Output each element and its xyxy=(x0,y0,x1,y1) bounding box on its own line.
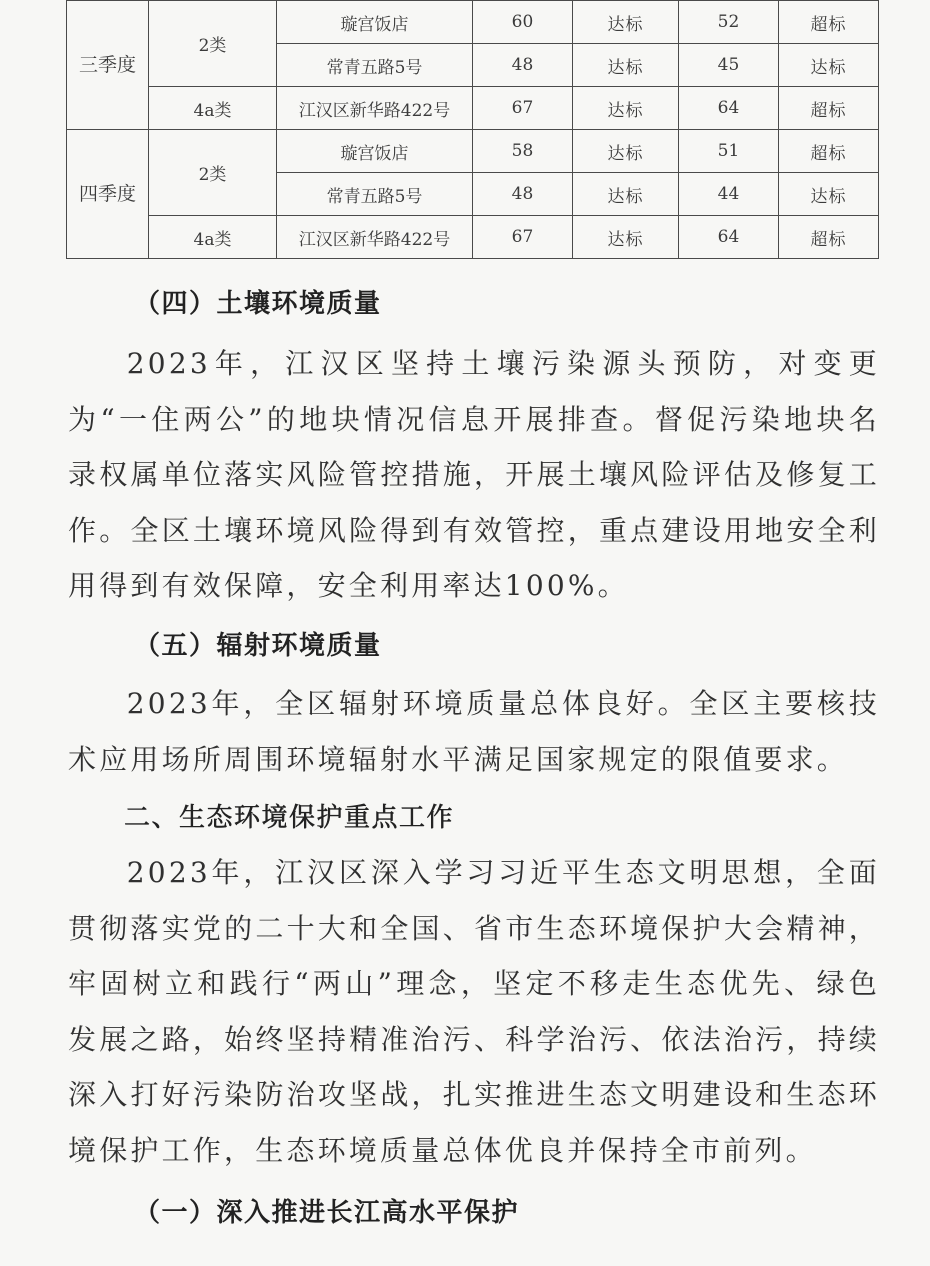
table-row xyxy=(67,1,879,44)
class-cell: 4a类 xyxy=(149,87,277,130)
radiation-section-heading: （五）辐射环境质量 xyxy=(134,631,382,661)
day-status-cell: 达标 xyxy=(573,216,679,259)
soil-section-paragraph: 2023年，江汉区坚持土壤污染源头预防，对变更为“一住两公”的地块情况信息开展排查。督促污染地块名录权属单位落实风险管控措施，开展土壤风险评估及修复工作。全区土壤环境风险得到有效管控，重点建设用地安全利用得到有效保障，安全利用率达100%。 xyxy=(68,347,880,603)
soil-section-heading: （四）土壤环境质量 xyxy=(134,289,382,319)
night-status-cell: 达标 xyxy=(779,173,879,216)
yangtze-protection-heading: （一）深入推进长江高水平保护 xyxy=(134,1198,520,1228)
day-status-cell: 达标 xyxy=(573,87,679,130)
class-cell: 4a类 xyxy=(149,216,277,259)
table-row xyxy=(67,216,879,259)
noise-monitoring-table xyxy=(66,0,879,259)
night-status-cell: 超标 xyxy=(779,216,879,259)
day-status-cell: 达标 xyxy=(573,130,679,173)
class-cell: 2类 xyxy=(149,130,277,216)
day-value-cell: 48 xyxy=(473,44,573,87)
site-cell: 常青五路5号 xyxy=(277,173,473,216)
night-value-cell: 64 xyxy=(679,216,779,259)
day-value-cell: 58 xyxy=(473,130,573,173)
day-status-cell: 达标 xyxy=(573,44,679,87)
day-status-cell: 达标 xyxy=(573,1,679,44)
night-status-cell: 达标 xyxy=(779,44,879,87)
table-row xyxy=(67,130,879,173)
season-cell: 四季度 xyxy=(67,130,149,259)
site-cell: 璇宫饭店 xyxy=(277,1,473,44)
day-status-cell: 达标 xyxy=(573,173,679,216)
day-value-cell: 60 xyxy=(473,1,573,44)
night-status-cell: 超标 xyxy=(779,87,879,130)
night-value-cell: 45 xyxy=(679,44,779,87)
night-value-cell: 52 xyxy=(679,1,779,44)
site-cell: 常青五路5号 xyxy=(277,44,473,87)
radiation-section-paragraph: 2023年，全区辐射环境质量总体良好。全区主要核技术应用场所周围环境辐射水平满足国家规定的限值要求。 xyxy=(68,687,880,776)
night-status-cell: 超标 xyxy=(779,1,879,44)
day-value-cell: 48 xyxy=(473,173,573,216)
table-row xyxy=(67,87,879,130)
site-cell: 江汉区新华路422号 xyxy=(277,216,473,259)
season-cell: 三季度 xyxy=(67,1,149,130)
day-value-cell: 67 xyxy=(473,216,573,259)
site-cell: 璇宫饭店 xyxy=(277,130,473,173)
night-status-cell: 超标 xyxy=(779,130,879,173)
night-value-cell: 51 xyxy=(679,130,779,173)
day-value-cell: 67 xyxy=(473,87,573,130)
class-cell: 2类 xyxy=(149,1,277,87)
key-work-paragraph: 2023年，江汉区深入学习习近平生态文明思想，全面贯彻落实党的二十大和全国、省市生态环境保护大会精神，牢固树立和践行“两山”理念，坚定不移走生态优先、绿色发展之路，始终坚持精准治污、科学治污、依法治污，持续深入打好污染防治攻坚战，扎实推进生态文明建设和生态环境保护工作，生态环境质量总体优良并保持全市前列。 xyxy=(68,856,880,1167)
night-value-cell: 44 xyxy=(679,173,779,216)
key-work-heading: 二、生态环境保护重点工作 xyxy=(124,803,455,833)
site-cell: 江汉区新华路422号 xyxy=(277,87,473,130)
night-value-cell: 64 xyxy=(679,87,779,130)
